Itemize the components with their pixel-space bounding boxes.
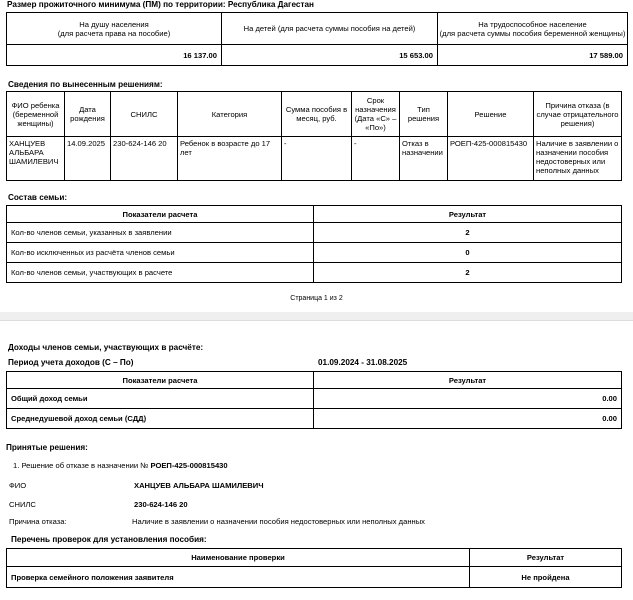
accepted-reason-label: Причина отказа: <box>9 517 67 526</box>
pm-value-working: 17 589.00 <box>438 45 628 66</box>
decisions-cell-category: Ребенок в возрасте до 17 лет <box>178 137 282 181</box>
family-row-value: 2 <box>314 223 622 243</box>
income-row-value: 0.00 <box>314 409 622 429</box>
income-row-label: Общий доход семьи <box>7 389 314 409</box>
decisions-cell-snils: 230-624-146 20 <box>111 137 178 181</box>
family-row-value: 0 <box>314 243 622 263</box>
accepted-reason-value: Наличие в заявлении о назначении пособия недостоверных или неполных данных <box>132 517 425 526</box>
table-row <box>7 567 622 588</box>
decisions-cell-fio: ХАНЦУЕВ АЛЬБАРА ШАМИЛЕВИЧ <box>7 137 65 181</box>
family-row-value: 2 <box>314 263 622 283</box>
checks-row-result: Не пройдена <box>470 567 622 588</box>
page-number: Страница 1 из 2 <box>290 295 343 302</box>
accepted-item-prefix: 1. Решение об отказе в назначении № <box>13 461 151 470</box>
decisions-col-type: Тип решения <box>400 92 448 137</box>
decisions-cell-type: Отказ в назначении <box>400 137 448 181</box>
family-col-result: Результат <box>314 206 622 223</box>
family-row-label: Кол-во членов семьи, участвующих в расчете <box>7 263 314 283</box>
accepted-fio-label: ФИО <box>9 481 27 490</box>
checks-col-name: Наименование проверки <box>7 549 470 567</box>
page-separator-line <box>0 320 633 321</box>
income-table <box>6 371 622 429</box>
checks-table <box>6 548 622 588</box>
family-row-label: Кол-во членов семьи, указанных в заявлении <box>7 223 314 243</box>
pm-header-working: На трудоспособное население (для расчета суммы пособия беременной женщины) <box>438 13 628 45</box>
decisions-cell-period: - <box>352 137 400 181</box>
table-row <box>7 223 622 243</box>
pm-header-children: На детей (для расчета суммы пособия на детей) <box>222 13 438 45</box>
table-row <box>7 263 622 283</box>
income-period-value: 01.09.2024 - 31.08.2025 <box>318 358 408 367</box>
page-separator <box>0 312 633 320</box>
family-row-label: Кол-во исключенных из расчёта членов семьи <box>7 243 314 263</box>
accepted-title: Принятые решения: <box>6 443 88 452</box>
family-title: Состав семьи: <box>8 193 68 202</box>
decisions-col-fio: ФИО ребенка (беременной женщины) <box>7 92 65 137</box>
decisions-col-period: Срок назначения (Дата «С» – «По») <box>352 92 400 137</box>
income-period-label: Период учета доходов (С – По) <box>8 358 134 367</box>
table-row <box>7 409 622 429</box>
family-col-indicator: Показатели расчета <box>7 206 314 223</box>
checks-row-name: Проверка семейного положения заявителя <box>7 567 470 588</box>
decisions-table <box>6 91 622 181</box>
pm-header-per-capita: На душу населения (для расчета права на пособие) <box>7 13 222 45</box>
decisions-cell-amount: - <box>282 137 352 181</box>
accepted-item <box>13 461 228 470</box>
table-row <box>7 389 622 409</box>
pm-value-per-capita: 16 137.00 <box>7 45 222 66</box>
accepted-snils-value: 230-624-146 20 <box>134 500 188 509</box>
decisions-cell-decision: РОЕП-425-000815430 <box>448 137 534 181</box>
income-col-result: Результат <box>314 372 622 389</box>
decisions-col-category: Категория <box>178 92 282 137</box>
accepted-fio-value: ХАНЦУЕВ АЛЬБАРА ШАМИЛЕВИЧ <box>134 481 264 490</box>
decisions-cell-reason: Наличие в заявлении о назначении пособия недостоверных или неполных данных <box>534 137 622 181</box>
decisions-col-amount: Сумма пособия в месяц, руб. <box>282 92 352 137</box>
family-table <box>6 205 622 283</box>
checks-title: Перечень проверок для установления пособия: <box>11 535 207 544</box>
decisions-col-reason: Причина отказа (в случае отрицательного решения) <box>534 92 622 137</box>
income-row-label: Среднедушевой доход семьи (СДД) <box>7 409 314 429</box>
decisions-col-birthdate: Дата рождения <box>65 92 111 137</box>
income-title: Доходы членов семьи, участвующих в расчёте: <box>8 343 204 352</box>
pm-table <box>6 12 628 66</box>
decisions-title: Сведения по вынесенным решениям: <box>8 80 163 89</box>
income-row-value: 0.00 <box>314 389 622 409</box>
decisions-cell-birthdate: 14.09.2025 <box>65 137 111 181</box>
accepted-item-number: РОЕП-425-000815430 <box>150 461 228 470</box>
decisions-col-snils: СНИЛС <box>111 92 178 137</box>
table-row <box>7 137 622 181</box>
pm-title: Размер прожиточного минимума (ПМ) по территории: Республика Дагестан <box>7 0 314 9</box>
table-row <box>7 243 622 263</box>
checks-col-result: Результат <box>470 549 622 567</box>
income-col-indicator: Показатели расчета <box>7 372 314 389</box>
accepted-snils-label: СНИЛС <box>9 500 36 509</box>
pm-value-children: 15 653.00 <box>222 45 438 66</box>
decisions-col-decision: Решение <box>448 92 534 137</box>
